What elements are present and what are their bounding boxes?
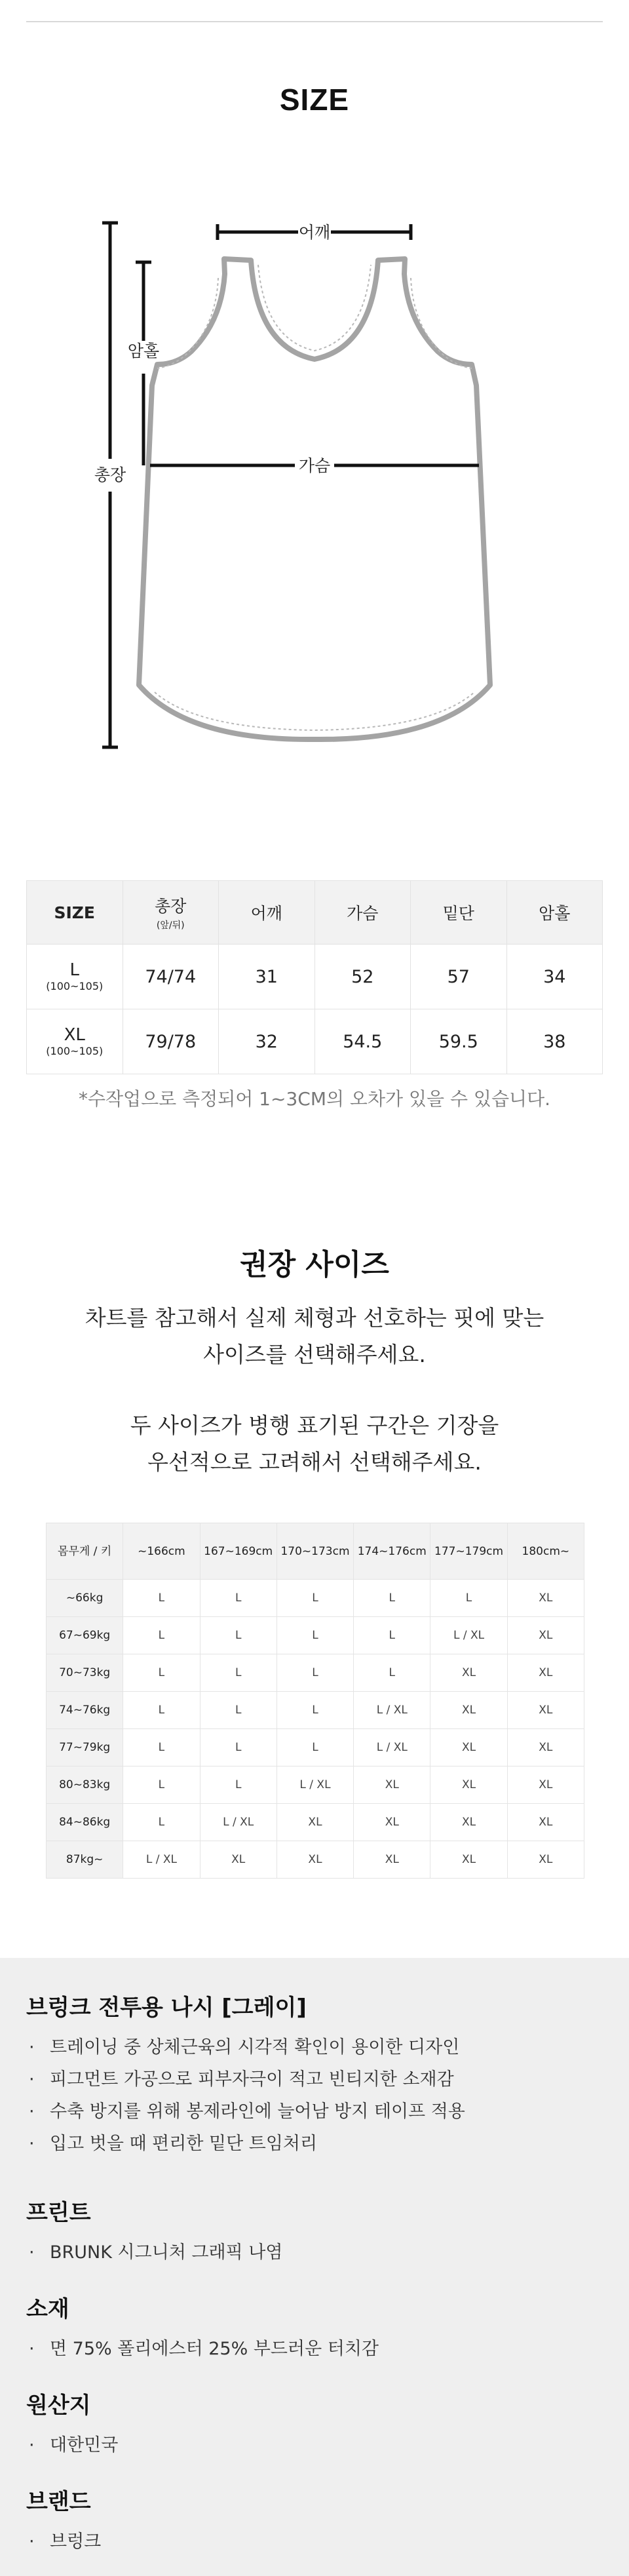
height-col-header: 170~173cm — [276, 1523, 353, 1580]
size-cell: XL (100~105) — [27, 1009, 123, 1074]
table-cell: L — [430, 1580, 507, 1617]
table-cell: L — [200, 1729, 276, 1766]
weight-row-header: ~66kg — [47, 1580, 123, 1617]
measurement-note: *수작업으로 측정되어 1~3CM의 오차가 있을 수 있습니다. — [78, 1088, 551, 1110]
table-cell: L — [276, 1580, 353, 1617]
rec-table-header-row — [47, 1523, 584, 1580]
shoulder-col-header: 어깨 — [219, 881, 315, 945]
table-cell: L — [123, 1580, 200, 1617]
size-table — [26, 880, 603, 1074]
recommendation-text-1: 차트를 참고해서 실제 체형과 선호하는 핏에 맞는 사이즈를 선택해주세요. — [85, 1305, 544, 1367]
table-cell: 74/74 — [123, 945, 219, 1009]
table-cell: XL — [276, 1804, 353, 1841]
table-cell: XL — [507, 1654, 584, 1692]
origin-item: · 대한민국 — [29, 2435, 119, 2455]
table-cell: XL — [430, 1841, 507, 1879]
weight-row-header: 80~83kg — [47, 1766, 123, 1804]
table-cell: L — [200, 1692, 276, 1729]
table-row — [47, 1729, 584, 1766]
table-cell: XL — [430, 1804, 507, 1841]
garment-outline — [139, 259, 490, 739]
chest-col-header: 가슴 — [314, 881, 411, 945]
table-cell: XL — [507, 1766, 584, 1804]
recommended-size-heading: 권장 사이즈 — [240, 1248, 389, 1281]
table-row — [47, 1580, 584, 1617]
feature-item: · 트레이닝 중 상체근육의 시각적 확인이 용이한 디자인 — [29, 2037, 460, 2058]
hem-col-header: 밑단 — [411, 881, 507, 945]
print-heading: 프린트 — [26, 2200, 91, 2226]
table-cell: XL — [507, 1692, 584, 1729]
recommended-size-table — [46, 1523, 584, 1879]
feature-item: · 피그먼트 가공으로 피부자극이 적고 빈티지한 소재감 — [29, 2069, 454, 2090]
weight-row-header: 84~86kg — [47, 1804, 123, 1841]
weight-row-header: 77~79kg — [47, 1729, 123, 1766]
table-cell: L — [123, 1804, 200, 1841]
table-row — [27, 945, 603, 1009]
table-cell: L / XL — [123, 1841, 200, 1879]
material-heading: 소재 — [26, 2296, 69, 2322]
table-cell: L — [200, 1766, 276, 1804]
size-table-header-row — [27, 881, 603, 945]
weight-row-header: 67~69kg — [47, 1617, 123, 1654]
table-cell: L — [276, 1617, 353, 1654]
table-cell: L — [123, 1617, 200, 1654]
table-cell: L — [354, 1654, 430, 1692]
table-cell: XL — [276, 1841, 353, 1879]
product-info-panel — [0, 1958, 629, 2576]
weight-row-header: 70~73kg — [47, 1654, 123, 1692]
table-cell: XL — [507, 1729, 584, 1766]
height-col-header: 167~169cm — [200, 1523, 276, 1580]
height-col-header: ~166cm — [123, 1523, 200, 1580]
table-row — [47, 1841, 584, 1879]
recommendation-text-2: 두 사이즈가 병행 표기된 구간은 기장을 우선적으로 고려해서 선택해주세요. — [130, 1413, 499, 1475]
origin-heading: 원산지 — [26, 2392, 91, 2419]
table-cell: L / XL — [430, 1617, 507, 1654]
table-cell: 54.5 — [314, 1009, 411, 1074]
table-cell: XL — [430, 1766, 507, 1804]
shoulder-label: 어깨 — [298, 223, 331, 242]
print-section — [26, 2198, 603, 2269]
table-cell: 31 — [219, 945, 315, 1009]
table-cell: L — [200, 1654, 276, 1692]
table-row — [47, 1766, 584, 1804]
size-heading: SIZE — [279, 83, 350, 117]
table-cell: L — [200, 1580, 276, 1617]
table-cell: L / XL — [354, 1692, 430, 1729]
table-cell: XL — [354, 1804, 430, 1841]
length-col-subheader: (앞/뒤) — [156, 920, 185, 931]
height-col-header: 174~176cm — [354, 1523, 430, 1580]
table-cell: L — [123, 1766, 200, 1804]
material-section — [26, 2295, 603, 2365]
feature-item: · 입고 벗을 때 편리한 밑단 트임처리 — [29, 2134, 318, 2154]
length-col-header: 총장 (앞/뒤) — [123, 881, 219, 945]
armhole-col-header: 암홀 — [506, 881, 603, 945]
table-cell: 34 — [506, 945, 603, 1009]
table-cell: L / XL — [276, 1766, 353, 1804]
weight-height-corner: 몸무게 / 키 — [47, 1523, 123, 1580]
total-length-label: 총장 — [94, 465, 126, 484]
table-cell: XL — [507, 1617, 584, 1654]
table-cell: L — [123, 1729, 200, 1766]
table-cell: L — [276, 1654, 353, 1692]
table-row — [47, 1654, 584, 1692]
table-cell: XL — [507, 1841, 584, 1879]
table-cell: 57 — [411, 945, 507, 1009]
weight-row-header: 74~76kg — [47, 1692, 123, 1729]
table-cell: XL — [507, 1580, 584, 1617]
brand-item: · 브렁크 — [29, 2531, 102, 2552]
brand-section — [26, 2488, 603, 2558]
armhole-label: 암홀 — [127, 342, 160, 361]
top-divider — [26, 21, 603, 22]
table-row — [47, 1692, 584, 1729]
table-cell: L — [276, 1692, 353, 1729]
table-cell: XL — [430, 1729, 507, 1766]
table-cell: L — [354, 1617, 430, 1654]
table-cell: XL — [200, 1841, 276, 1879]
height-col-header: 180cm~ — [507, 1523, 584, 1580]
size-col-header: SIZE — [27, 881, 123, 945]
table-cell: XL — [430, 1654, 507, 1692]
feature-item: · 수축 방지를 위해 봉제라인에 늘어남 방지 테이프 적용 — [29, 2101, 465, 2122]
size-cell: L (100~105) — [27, 945, 123, 1009]
table-row — [27, 1009, 603, 1074]
table-row — [47, 1804, 584, 1841]
print-item: · BRUNK 시그니처 그래픽 나염 — [29, 2242, 283, 2263]
table-cell: 32 — [219, 1009, 315, 1074]
product-name-section — [26, 1993, 603, 2160]
table-cell: L / XL — [354, 1729, 430, 1766]
table-cell: L — [200, 1617, 276, 1654]
table-cell: 38 — [506, 1009, 603, 1074]
table-cell: L — [276, 1729, 353, 1766]
table-cell: L — [123, 1654, 200, 1692]
tank-top-diagram — [0, 197, 629, 787]
table-cell: 52 — [314, 945, 411, 1009]
chest-label: 가슴 — [298, 456, 331, 475]
table-cell: 79/78 — [123, 1009, 219, 1074]
table-cell: 59.5 — [411, 1009, 507, 1074]
table-cell: XL — [507, 1804, 584, 1841]
table-cell: L — [354, 1580, 430, 1617]
origin-section — [26, 2391, 603, 2461]
product-name: 브렁크 전투용 나시 [그레이] — [26, 1995, 307, 2021]
brand-heading: 브랜드 — [26, 2489, 91, 2515]
table-cell: XL — [354, 1841, 430, 1879]
height-col-header: 177~179cm — [430, 1523, 507, 1580]
material-item: · 면 75% 폴리에스터 25% 부드러운 터치감 — [29, 2339, 379, 2359]
table-cell: L — [123, 1692, 200, 1729]
table-cell: XL — [430, 1692, 507, 1729]
weight-row-header: 87kg~ — [47, 1841, 123, 1879]
table-row — [47, 1617, 584, 1654]
table-cell: L / XL — [200, 1804, 276, 1841]
table-cell: XL — [354, 1766, 430, 1804]
